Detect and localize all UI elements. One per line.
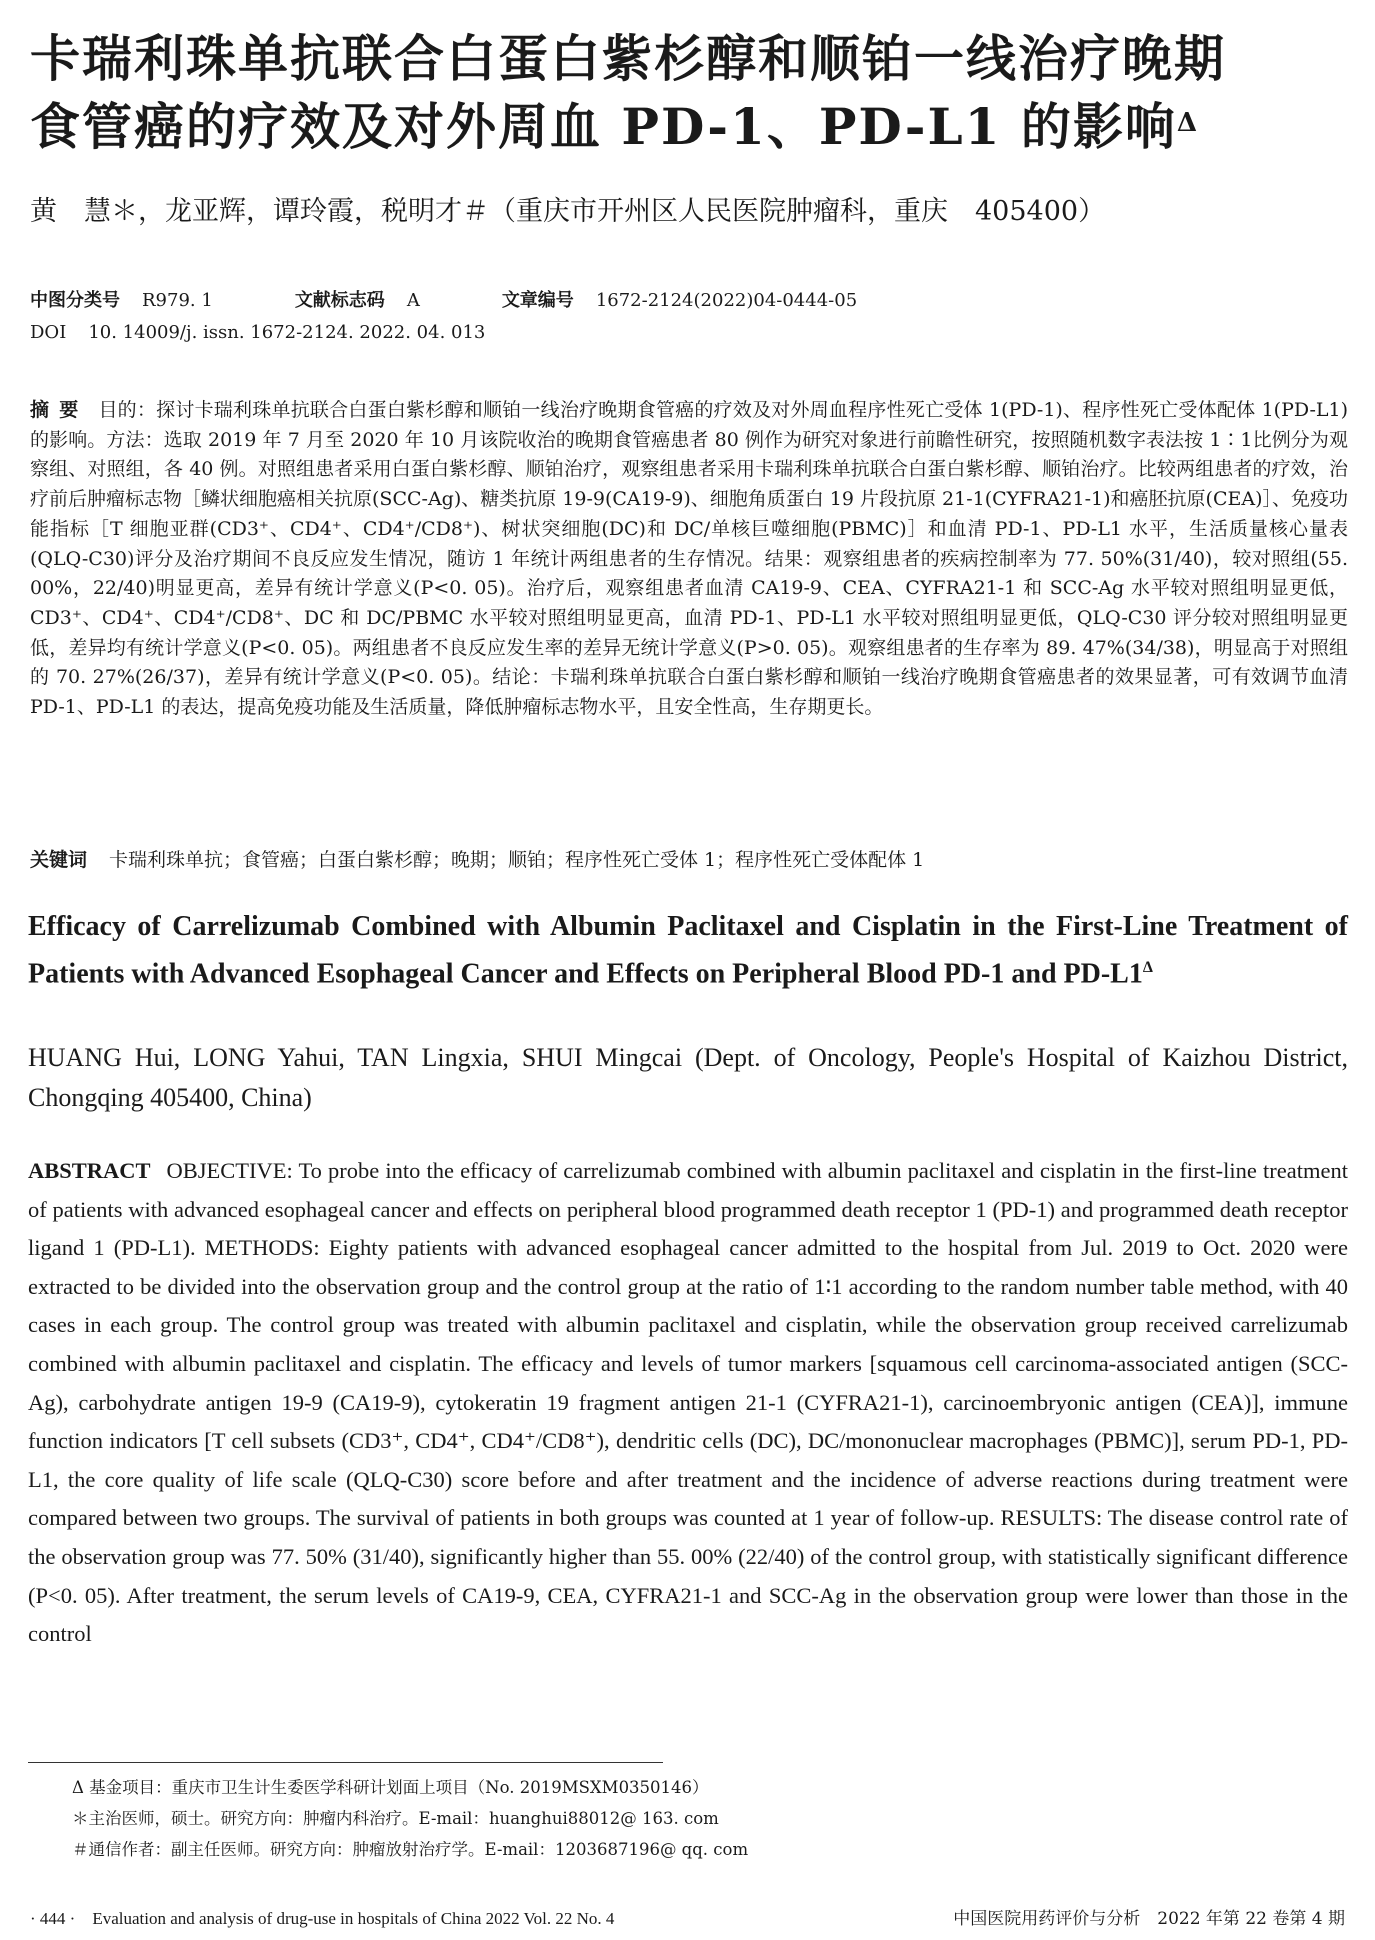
english-abstract xyxy=(28,1152,1348,1654)
chinese-keywords xyxy=(30,845,1348,875)
chinese-keywords-text: 卡瑞利珠单抗；食管癌；白蛋白紫杉醇；晚期；顺铂；程序性死亡受体 1；程序性死亡受体配体 1 xyxy=(109,849,925,871)
doi-row xyxy=(30,322,485,343)
clc-label: 中图分类号 xyxy=(30,290,120,311)
classification-row xyxy=(30,286,939,312)
chinese-keywords-heading: 关键词 xyxy=(30,849,88,871)
footnote-first-author: ＊主治医师，硕士。研究方向：肿瘤内科治疗。E-mail：huanghui88012@ 163. com xyxy=(72,1809,719,1828)
footnote-corresponding-author: ＃通信作者：副主任医师。研究方向：肿瘤放射治疗学。E-mail：1203687196@ qq. com xyxy=(72,1840,749,1859)
english-authors: HUANG Hui, LONG Yahui, TAN Lingxia, SHUI Mingcai (Dept. of Oncology, People's Hospital of Kaizhou District, Chongqing 405400, China) xyxy=(28,1043,1348,1112)
english-title xyxy=(28,906,1348,994)
english-title-fund-marker: Δ xyxy=(1142,959,1153,976)
chinese-authors: 黄 慧＊，龙亚辉，谭玲霞，税明才＃（重庆市开州区人民医院肿瘤科，重庆 405400） xyxy=(30,196,1106,227)
doc-code-label: 文献标志码 xyxy=(294,290,385,311)
doc-code-value: A xyxy=(406,290,420,311)
chinese-title-line-2-text: 食管癌的疗效及对外周血 PD-1、PD-L1 的影响 xyxy=(30,97,1177,156)
chinese-abstract-text: 目的：探讨卡瑞利珠单抗联合白蛋白紫杉醇和顺铂一线治疗晚期食管癌的疗效及对外周血程序性死亡受体 1(PD-1)、程序性死亡受体配体 1(PD-L1)的影响。方法：选取 2019 年 7 月至 2020 年 10 月该院收治的晚期食管癌患者 80 例作为研究对象进行前瞻性研究，按照随机数字表法按 1∶1比例分为观察组、对照组，各 40 例。对照组患者采用白蛋白紫杉醇、顺铂治疗，观察组患者采用卡瑞利珠单抗联合白蛋白紫杉醇、顺铂治疗。比较两组患者的疗效，治疗前后肿瘤标志物［鳞状细胞癌相关抗原(SCC-Ag)、糖类抗原 19-9(CA19-9)、细胞角质蛋白 19 片段抗原 21-1(CYFRA21-1)和癌胚抗原(CEA)］、免疫功能指标［T 细胞亚群(CD3⁺、CD4⁺、CD4⁺/CD8⁺)、树状突细胞(DC)和 DC/单核巨噬细胞(PBMC)］和血清 PD-1、PD-L1 水平，生活质量核心量表(QLQ-C30)评分及治疗期间不良反应发生情况，随访 1 年统计两组患者的生存情况。结果：观察组患者的疾病控制率为 77. 50%(31/40)，较对照组(55. 00%，22/40)明显更高，差异有统计学意义(P<0. 05)。治疗后，观察组患者血清 CA19-9、CEA、CYFRA21-1 和 SCC-Ag 水平较对照组明显更低，CD3⁺、CD4⁺、CD4⁺/CD8⁺、DC 和 DC/PBMC 水平较对照组明显更高，血清 PD-1、PD-L1 水平较对照组明显更低，QLQ-C30 评分较对照组明显更低，差异均有统计学意义(P<0. 05)。两组患者不良反应发生率的差异无统计学意义(P>0. 05)。观察组患者的生存率为 89. 47%(34/38)，明显高于对照组的 70. 27%(26/37)，差异有统计学意义(P<0. 05)。结论：卡瑞利珠单抗联合白蛋白紫杉醇和顺铂一线治疗晚期食管癌患者的效果显著，可有效调节血清 PD-1、PD-L1 的表达，提高免疫功能及生活质量，降低肿瘤标志物水平，且安全性高，生存期更长。 xyxy=(30,399,1348,719)
footnote-divider xyxy=(28,1762,663,1763)
english-abstract-text: OBJECTIVE: To probe into the efficacy of carrelizumab combined with albumin paclitaxel and cisplatin in the first-line treatment of patients with advanced esophageal cancer and effects on peripheral blood programmed death receptor 1 (PD-1) and programmed death receptor ligand 1 (PD-L1). METHODS: Eighty patients with advanced esophageal cancer admitted to the hospital from Jul. 2019 to Oct. 2020 were extracted to be divided into the observation group and the control group at the ratio of 1∶1 according to the random number table method, with 40 cases in each group. The control group was treated with albumin paclitaxel and cisplatin, while the observation group received carrelizumab combined with albumin paclitaxel and cisplatin. The efficacy and levels of tumor markers [squamous cell carcinoma-associated antigen (SCC-Ag), carbohydrate antigen 19-9 (CA19-9), cytokeratin 19 fragment antigen 21-1 (CYFRA21-1), carcinoembryonic antigen (CEA)], immune function indicators [T cell subsets (CD3⁺, CD4⁺, CD4⁺/CD8⁺), dendritic cells (DC), DC/mononuclear macrophages (PBMC)], serum PD-1, PD-L1, the core quality of life scale (QLQ-C30) score before and after treatment and the incidence of adverse reactions during treatment were compared between two groups. The survival of patients in both groups was counted at 1 year of follow-up. RESULTS: The disease control rate of the observation group was 77. 50% (31/40), significantly higher than 55. 00% (22/40) of the control group, with statistically significant difference (P<0. 05). After treatment, the serum levels of CA19-9, CEA, CYFRA21-1 and SCC-Ag in the observation group were lower than those in the control xyxy=(28,1158,1348,1647)
article-no-value: 1672-2124(2022)04-0444-05 xyxy=(595,290,858,311)
chinese-title-line-1: 卡瑞利珠单抗联合白蛋白紫杉醇和顺铂一线治疗晚期 xyxy=(30,29,1226,88)
article-no-label: 文章编号 xyxy=(501,290,574,311)
fund-footnote-marker: Δ xyxy=(1176,108,1200,138)
chinese-title-line-2 xyxy=(30,93,1350,161)
page-footer-right: 中国医院用药评价与分析 2022 年第 22 卷第 4 期 xyxy=(953,1909,1345,1929)
english-abstract-heading: ABSTRACT xyxy=(28,1158,151,1183)
footnote-funding: Δ 基金项目：重庆市卫生计生委医学科研计划面上项目（No. 2019MSXM0350146） xyxy=(72,1778,709,1797)
chinese-abstract xyxy=(30,396,1348,723)
doi-label: DOI xyxy=(30,322,67,343)
english-title-text: Efficacy of Carrelizumab Combined with Albumin Paclitaxel and Cisplatin in the First-Line Treatment of Patients with Advanced Esophageal Cancer and Effects on Peripheral Blood PD-1 and PD-L1 xyxy=(28,911,1348,990)
doi-value: 10. 14009/j. issn. 1672-2124. 2022. 04. 013 xyxy=(88,322,486,343)
page-footer-left: · 444 · Evaluation and analysis of drug-use in hospitals of China 2022 Vol. 22 No. 4 xyxy=(30,1909,615,1928)
chinese-title xyxy=(30,25,1350,161)
chinese-abstract-heading: 摘要 xyxy=(30,399,89,421)
clc-value: R979. 1 xyxy=(142,290,213,311)
